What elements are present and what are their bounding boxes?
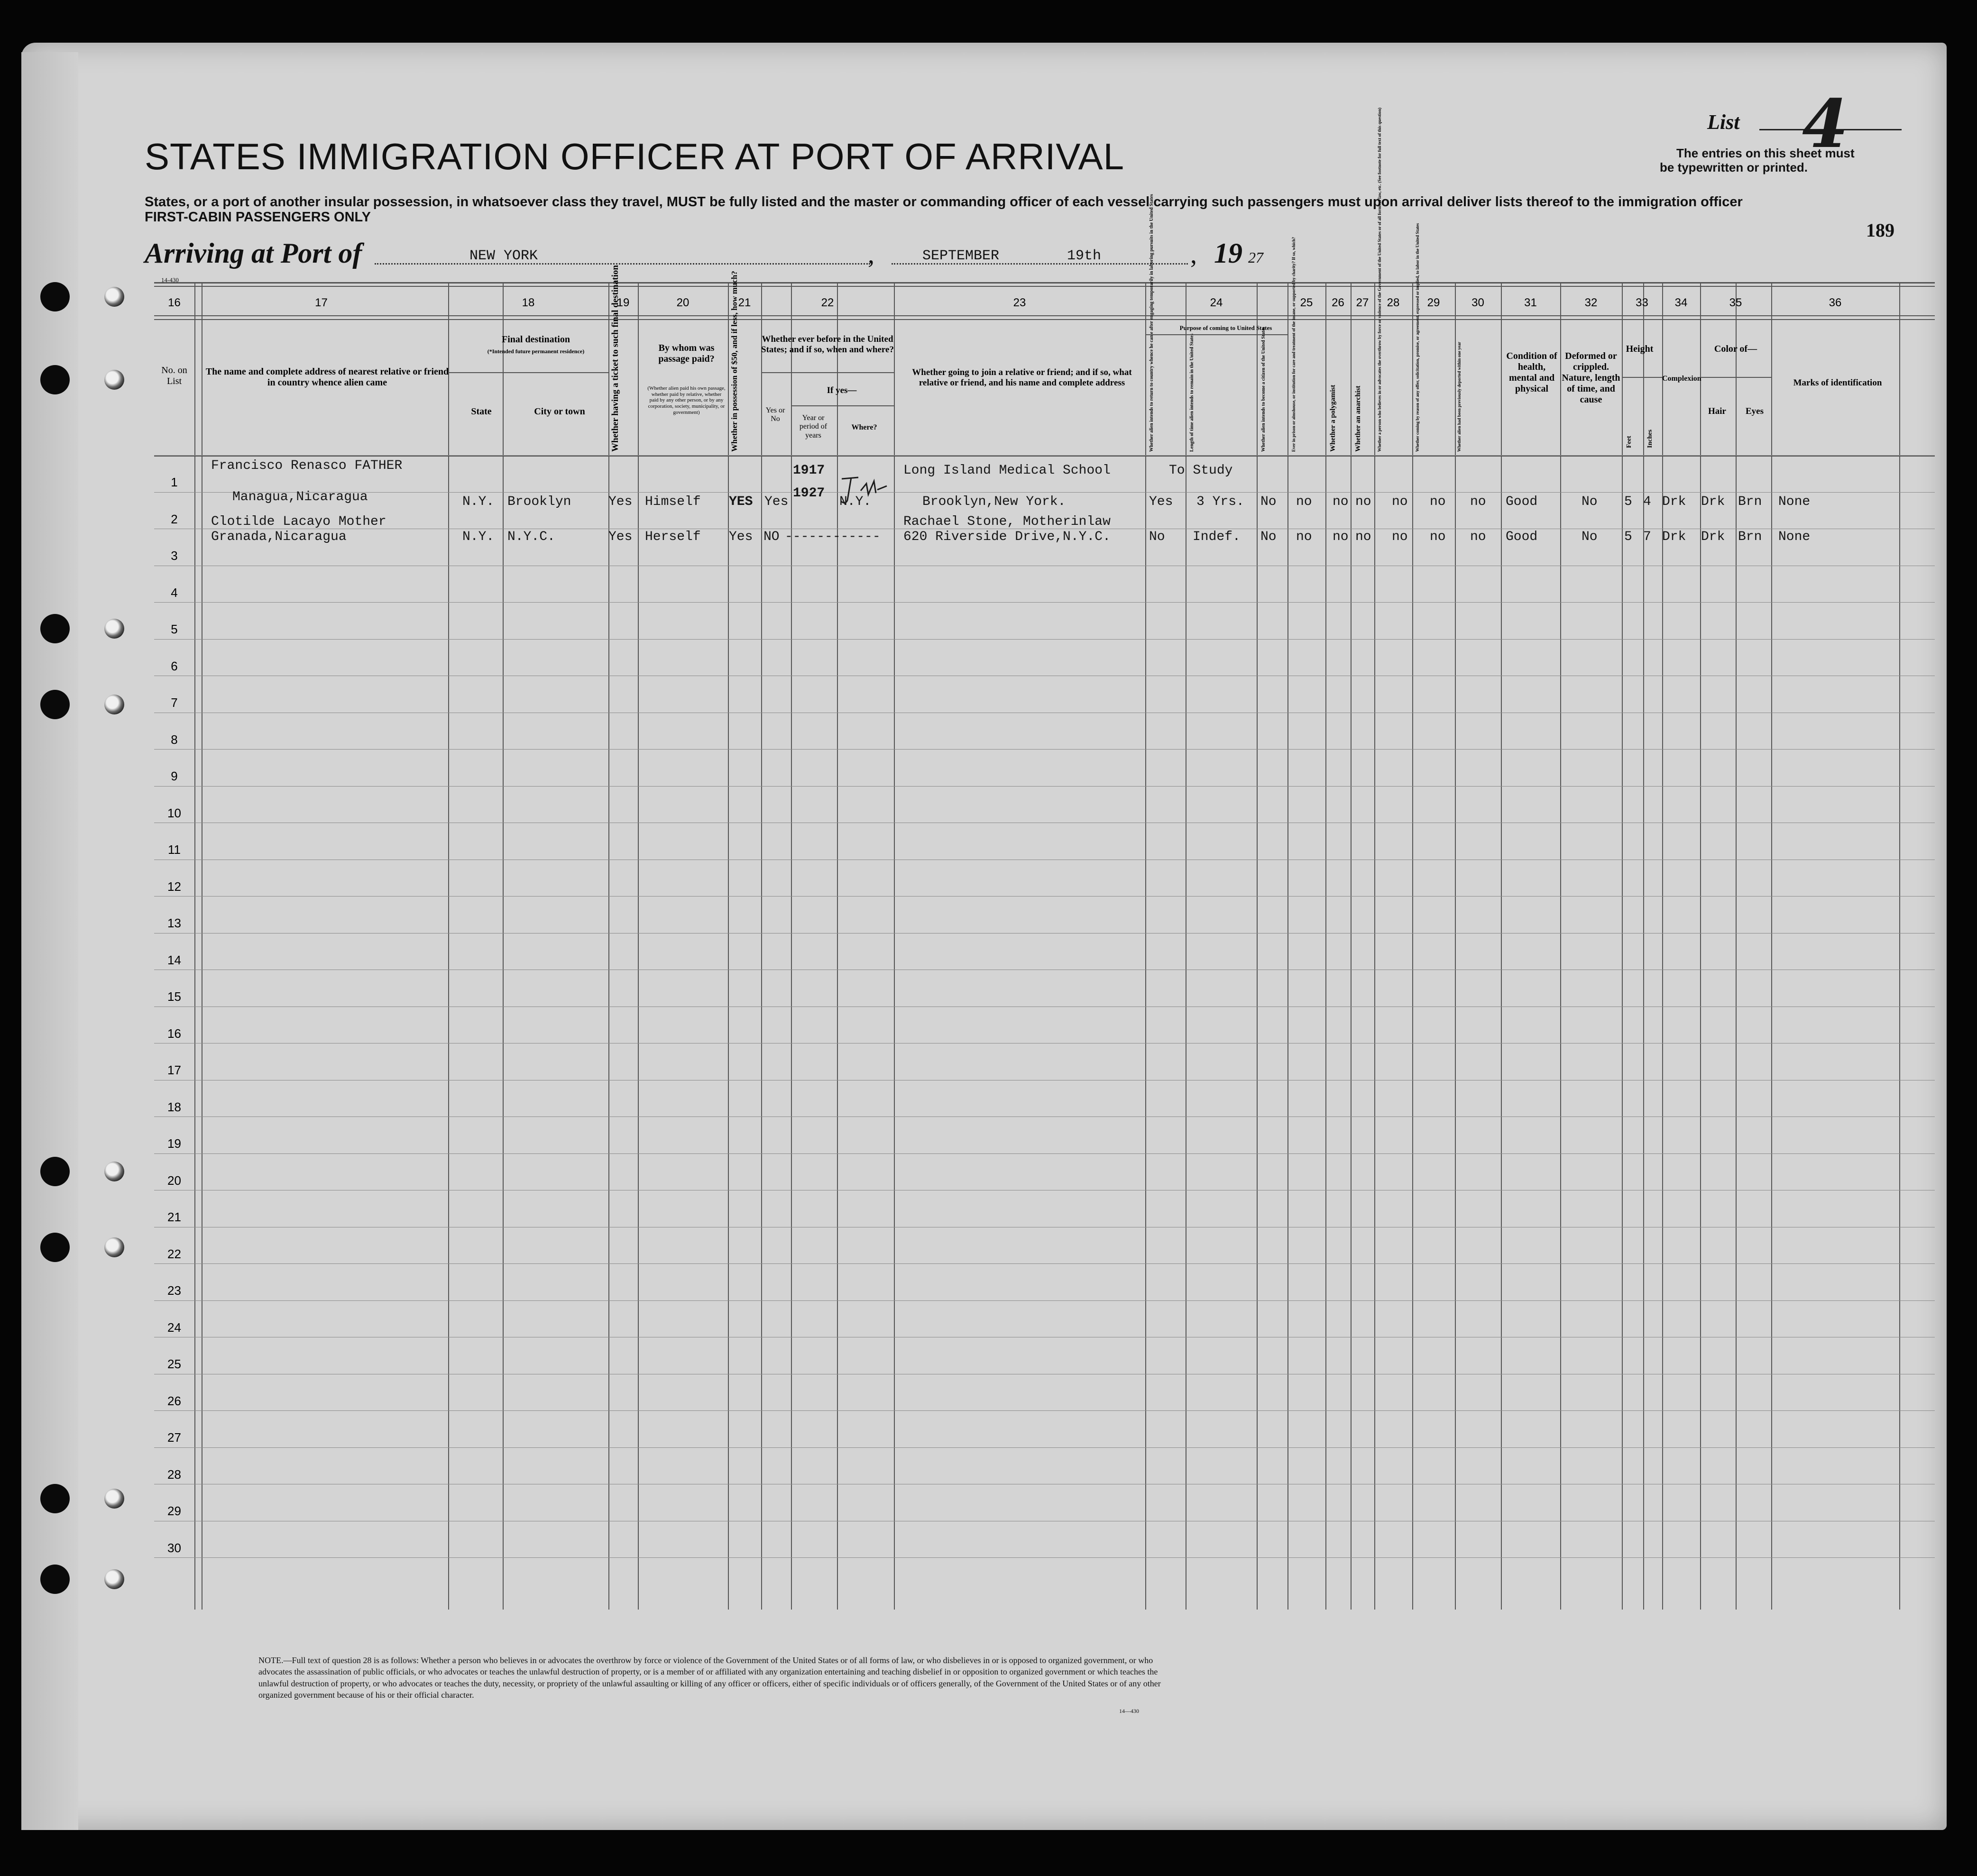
- row-number: 7: [171, 695, 178, 710]
- column-number: 17: [315, 296, 328, 309]
- cell-city: Brooklyn: [507, 494, 571, 509]
- header-year: Year or period of years: [799, 414, 828, 439]
- row-number: 25: [167, 1357, 181, 1371]
- row-number: 21: [167, 1210, 181, 1224]
- cell-q27: no: [1355, 494, 1371, 509]
- cell-before-yes: Yes: [764, 494, 789, 509]
- column-number: 27: [1356, 296, 1369, 309]
- port-dotted-line: [375, 263, 870, 265]
- page-number: 189: [1866, 220, 1894, 241]
- row-number: 10: [167, 805, 181, 820]
- binding-hole: [40, 690, 70, 719]
- cell-join: Long Island Medical School: [903, 463, 1111, 478]
- cell-q28: no: [1392, 494, 1408, 509]
- header-health: Condition of health, mental and physical: [1506, 351, 1557, 394]
- header-ticket: Whether having a ticket to such final destination: [610, 265, 620, 452]
- table-top-rule: [154, 282, 1935, 284]
- cell-eyes: Brn: [1738, 494, 1762, 509]
- header-purpose-return: [1149, 194, 1154, 452]
- cell-q30: no: [1470, 530, 1486, 544]
- header-yes-no: Yes or No: [765, 406, 785, 423]
- row-number: 3: [171, 549, 178, 563]
- binding-hole: [40, 614, 70, 643]
- cell-before-year: 1927: [793, 486, 825, 501]
- cell-q27: no: [1355, 530, 1371, 544]
- eyelet-hole: [104, 1489, 124, 1509]
- page-title: STATES IMMIGRATION OFFICER AT PORT OF ARRIVAL: [145, 136, 1125, 177]
- header-passage-paid-note: (Whether alien paid his own passage, whether paid by relative, whether paid by any other person, or by any corporation, society, municipality, or government): [647, 385, 726, 415]
- header-height: Height: [1626, 344, 1654, 354]
- eyelet-hole: [104, 619, 124, 639]
- cell-marks: None: [1778, 494, 1811, 509]
- column-number: 22: [821, 296, 834, 309]
- eyelet-hole: [104, 1162, 124, 1181]
- header-eyes: Eyes: [1746, 406, 1764, 416]
- list-number-handwritten: 4: [1802, 85, 1848, 163]
- row-number: 17: [167, 1063, 181, 1077]
- column-number: 21: [738, 296, 751, 309]
- cell-q26: no: [1333, 494, 1349, 509]
- row-number: 4: [171, 585, 178, 600]
- cell-marks: None: [1778, 530, 1811, 544]
- row-number: 14: [167, 952, 181, 967]
- header-subrule: [448, 372, 608, 373]
- comma: ,: [1190, 240, 1197, 269]
- row-number: 20: [167, 1173, 181, 1188]
- cell-paid-by: Himself: [645, 494, 701, 509]
- arrival-year-prefix: 19: [1214, 238, 1242, 269]
- passenger-class-line: FIRST-CABIN PASSENGERS ONLY: [145, 210, 371, 225]
- column-number: 16: [168, 296, 181, 309]
- cell-purpose-return: No: [1149, 530, 1165, 544]
- cell-q25: no: [1296, 530, 1312, 544]
- row-number: 27: [167, 1430, 181, 1445]
- cell-city: N.Y.C.: [507, 530, 555, 544]
- handwritten-annotation: [837, 472, 894, 505]
- header-where: Where?: [851, 423, 877, 431]
- cell-q28: no: [1392, 530, 1408, 544]
- cell-join: 620 Riverside Drive,N.Y.C.: [903, 530, 1111, 544]
- cell-money: YES: [729, 494, 753, 509]
- header-complexion: Complexion: [1662, 375, 1701, 383]
- row-number: 9: [171, 769, 178, 783]
- cell-complexion: Drk: [1662, 494, 1686, 509]
- row-number: 16: [167, 1026, 181, 1041]
- row-number: 8: [171, 732, 178, 747]
- header-deported: Whether alien had been previously deported within one year: [1457, 341, 1462, 452]
- cell-state: N.Y.: [462, 530, 495, 544]
- cell-inches: 4: [1643, 494, 1651, 509]
- cell-q26: no: [1333, 530, 1349, 544]
- cell-before-yes: NO: [763, 530, 780, 544]
- cell-join: Brooklyn,New York.: [922, 494, 1066, 509]
- row-number: 30: [167, 1540, 181, 1555]
- column-number: 28: [1387, 296, 1400, 309]
- column-number: 30: [1471, 296, 1484, 309]
- cell-citizen: No: [1260, 530, 1277, 544]
- cell-hair: Drk: [1701, 530, 1725, 544]
- binding-hole: [40, 1157, 70, 1186]
- header-state: State: [471, 406, 492, 417]
- cell-purpose-return: Yes: [1149, 494, 1173, 509]
- row-rule: [154, 896, 1935, 897]
- cell-before-where: N.Y.: [839, 494, 872, 509]
- footnote-code: 14—430: [1119, 1708, 1139, 1714]
- row-rule: [154, 1116, 1935, 1117]
- header-subrule: [761, 372, 894, 373]
- row-number: 12: [167, 879, 181, 894]
- column-number: 32: [1584, 296, 1598, 309]
- list-note: be typewritten or printed.: [1660, 160, 1808, 174]
- column-number: 18: [522, 296, 535, 309]
- binding-hole: [40, 365, 70, 394]
- row-rule: [154, 639, 1935, 640]
- header-deformed: Deformed or crippled. Nature, length of time, and cause: [1562, 351, 1620, 405]
- form-code: 14-430: [161, 276, 179, 284]
- row-number: 23: [167, 1283, 181, 1298]
- cell-relative: Clotilde Lacayo Mother: [211, 514, 386, 529]
- header-final-destination-note: (*Intended future permanent residence): [487, 348, 585, 355]
- row-number: 1: [171, 475, 178, 489]
- row-number: 11: [168, 842, 181, 857]
- header-passage-paid: By whom was passage paid?: [658, 343, 715, 364]
- row-number: 28: [167, 1467, 181, 1482]
- column-number: 31: [1524, 296, 1537, 309]
- eyelet-hole: [104, 695, 124, 714]
- column-number: 23: [1013, 296, 1026, 309]
- cell-money: Yes: [729, 530, 753, 544]
- binding-hole: [40, 1233, 70, 1262]
- eyelet-hole: [104, 370, 124, 390]
- cell-before-year: 1917: [793, 463, 825, 478]
- header-subrule: [1622, 377, 1662, 378]
- header-inches: Inches: [1646, 430, 1654, 448]
- cell-complexion: Drk: [1662, 530, 1686, 544]
- header-feet: Feet: [1626, 436, 1633, 448]
- row-number: 13: [167, 916, 181, 930]
- cell-relative: Francisco Renasco FATHER: [211, 458, 403, 473]
- binding-hole: [40, 1565, 70, 1594]
- cell-feet: 5: [1624, 530, 1632, 544]
- column-number-rule: [154, 315, 1935, 316]
- column-number: 35: [1729, 296, 1742, 309]
- footnote: NOTE.—Full text of question 28 is as follows: Whether a person who believes in or advocates the overthrow by force or violence of the Government of the United States or of all forms of law, or who disbelieves in or is opposed to organized government, or who advocates the assassination of public officials, or who advocates or teaches the unlawful destruction of property, or is a member of or affiliated with any organization entertaining and teaching disbelief in or opposition to organized government or which teaches the unlawful destruction of property, or who advocates or teaches the duty, necessity, or propriety of the unlawful assaulting or killing of any officer or officers, either of specific individuals or of officers generally, of the Government of the United States or of any other organized government because of his or their official character.: [258, 1656, 1161, 1700]
- cell-q29: no: [1430, 530, 1446, 544]
- cell-join: Rachael Stone, Motherinlaw: [903, 514, 1111, 529]
- column-number: 36: [1829, 296, 1842, 309]
- header-subrule: [1145, 334, 1287, 335]
- eyelet-hole: [104, 1237, 124, 1257]
- cell-q29: no: [1430, 494, 1446, 509]
- cell-state: N.Y.: [462, 494, 495, 509]
- header-marks: Marks of identification: [1793, 378, 1882, 388]
- header-anarchist: Whether an anarchist: [1354, 385, 1362, 452]
- arrival-day: 19th: [1067, 248, 1102, 264]
- column-number: 26: [1332, 296, 1344, 309]
- column-number: 20: [676, 296, 690, 309]
- cell-before-dashes: ------------: [785, 530, 881, 544]
- row-number: 22: [167, 1246, 181, 1261]
- header-citizen-intent: Whether alien intends to become a citizen of the United States: [1261, 327, 1266, 452]
- cell-deformed: No: [1582, 530, 1598, 544]
- arrival-month: SEPTEMBER: [922, 248, 1000, 264]
- row-rule: [154, 1153, 1935, 1154]
- row-number: 24: [167, 1320, 181, 1335]
- header-hair: Hair: [1708, 406, 1726, 416]
- arrival-port: NEW YORK: [469, 248, 538, 264]
- column-number: 29: [1427, 296, 1440, 309]
- eyelet-hole: [104, 287, 124, 307]
- cell-relative-address: Granada,Nicaragua: [211, 530, 347, 544]
- header-relative: The name and complete address of nearest relative or friend in country whence alien came: [205, 366, 449, 388]
- column-number: 25: [1300, 296, 1313, 309]
- row-rule: [154, 786, 1935, 787]
- arrival-label: Arriving at Port of: [145, 238, 362, 269]
- header-if-yes: If yes—: [827, 385, 857, 395]
- list-note: The entries on this sheet must: [1676, 146, 1855, 160]
- header-overthrow: Whether a person who believes in or advocates the overthrow by force or violence of the Government of the United States or of all forms of law, etc. (See footnote for full text of this question): [1377, 108, 1382, 452]
- list-label: List: [1707, 110, 1740, 134]
- column-number: 24: [1210, 296, 1223, 309]
- binding-strip: [21, 52, 78, 1830]
- cell-paid-by: Herself: [645, 530, 701, 544]
- header-subrule: [791, 405, 894, 406]
- header-money: Whether in possession of $50, and if less, how much?: [730, 271, 739, 452]
- row-number: 26: [167, 1393, 181, 1408]
- cell-feet: 5: [1624, 494, 1632, 509]
- row-number: 29: [167, 1504, 181, 1518]
- header-final-destination: Final destination: [502, 334, 570, 345]
- header-subrule: [1700, 377, 1771, 378]
- cell-ticket: Yes: [608, 494, 633, 509]
- cell-length: 3 Yrs.: [1196, 494, 1244, 509]
- row-number: 19: [167, 1136, 181, 1151]
- row-rule: [154, 1447, 1935, 1448]
- comma: ,: [868, 240, 874, 269]
- header-purpose: Purpose of coming to United States: [1179, 324, 1272, 331]
- header-length-of-stay: Length of time alien intends to remain in the United States: [1189, 333, 1195, 452]
- cell-relative-address: Managua,Nicaragua: [232, 490, 368, 504]
- column-number-rule: [154, 319, 1935, 320]
- row-rule: [154, 1557, 1935, 1558]
- row-rule: [154, 1410, 1935, 1411]
- cell-eyes: Brn: [1738, 530, 1762, 544]
- header-purpose-return-text: Whether alien intends to return to country whence he came after engaging temporarily in laboring pursuits in the United States: [1149, 194, 1154, 452]
- cell-inches: 7: [1643, 530, 1651, 544]
- cell-q30: no: [1470, 494, 1486, 509]
- header-prison: Ever in prison or almshouse, or institution for care and treatment of the insane, or supported by charity? If so, which?: [1291, 237, 1296, 452]
- header-no-on-list: No. on List: [161, 365, 187, 386]
- row-number: 2: [171, 512, 178, 526]
- row-rule: [154, 602, 1935, 603]
- row-number: 5: [171, 622, 178, 636]
- cell-deformed: No: [1582, 494, 1598, 509]
- cell-health: Good: [1506, 494, 1538, 509]
- column-number: 19: [616, 296, 630, 309]
- row-number: 18: [167, 1099, 181, 1114]
- eyelet-hole: [104, 1569, 124, 1589]
- header-polygamist: Whether a polygamist: [1329, 384, 1337, 452]
- row-number: 15: [167, 989, 181, 1004]
- row-rule: [154, 492, 1935, 493]
- row-rule: [154, 455, 1935, 456]
- table-top-rule: [154, 286, 1935, 287]
- cell-ticket: Yes: [608, 530, 633, 544]
- row-rule: [154, 749, 1935, 750]
- cell-health: Good: [1506, 530, 1538, 544]
- column-number: 34: [1674, 296, 1688, 309]
- row-rule: [154, 1263, 1935, 1264]
- cell-q25: no: [1296, 494, 1312, 509]
- column-number: 33: [1636, 296, 1648, 309]
- header-labor-offer: Whether coming by reason of any offer, solicitation, promise, or agreement, expressed or implied, to labor in the United States: [1415, 223, 1420, 452]
- row-number: 6: [171, 659, 178, 673]
- arrival-year-suffix: 27: [1248, 249, 1263, 266]
- cell-purpose-note: To Study: [1169, 463, 1233, 478]
- handwritten-mark: [841, 477, 887, 503]
- cell-hair: Drk: [1701, 494, 1725, 509]
- header-before-in-us: Whether ever before in the United States; and if so, when and where?: [761, 334, 894, 355]
- header-city: City or town: [534, 406, 585, 417]
- cell-citizen: No: [1260, 494, 1277, 509]
- row-rule: [154, 1300, 1935, 1301]
- binding-hole: [40, 1484, 70, 1513]
- instructions-text: States, or a port of another insular possession, in whatsoever class they travel, MUST be fully listed and the master or commanding officer of each vessel carrying such passengers must upon arrival deliver lists thereof to the immigration officer: [145, 194, 1743, 210]
- binding-hole: [40, 282, 70, 311]
- header-color-of: Color of—: [1714, 344, 1757, 354]
- cell-length: Indef.: [1193, 530, 1241, 544]
- header-join-relative: Whether going to join a relative or friend; and if so, what relative or friend, and his name and complete address: [912, 367, 1132, 388]
